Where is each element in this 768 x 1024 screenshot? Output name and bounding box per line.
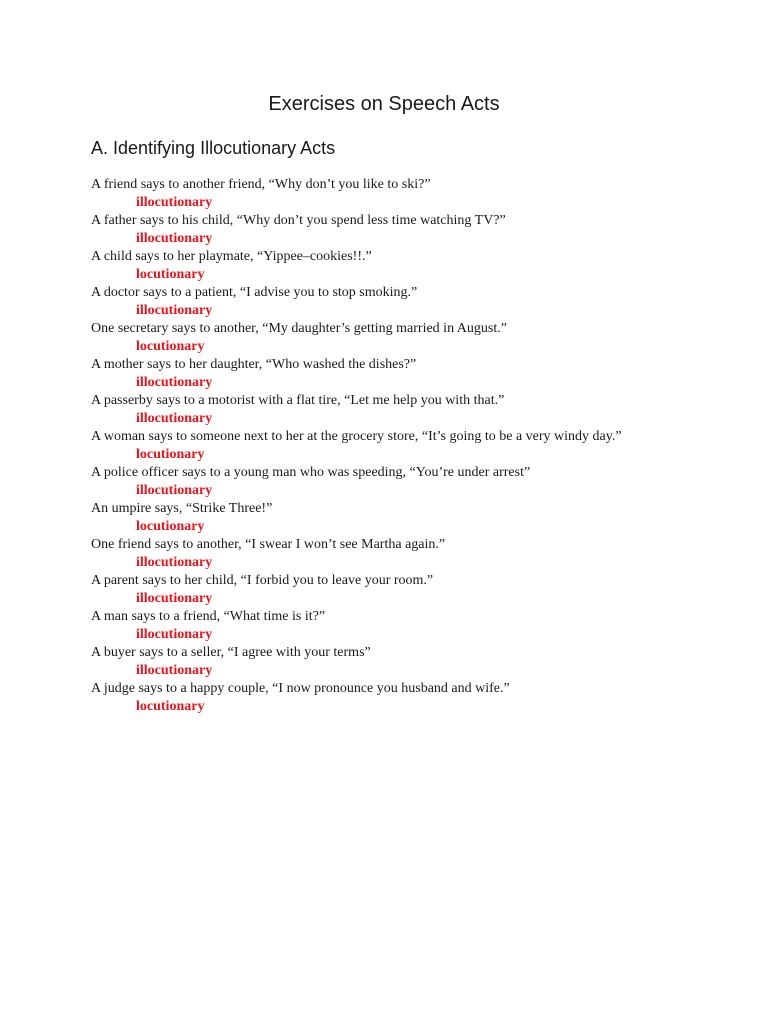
exercise-item: [91, 392, 731, 428]
exercise-prompt: A friend says to another friend, “Why don’t you like to ski?”: [91, 177, 431, 192]
exercise-item: [91, 608, 731, 644]
exercise-item: [91, 644, 731, 680]
section-heading: A. Identifying Illocutionary Acts: [91, 138, 336, 158]
exercise-prompt: A police officer says to a young man who was speeding, “You’re under arrest”: [91, 465, 531, 480]
exercise-prompt: A woman says to someone next to her at the grocery store, “It’s going to be a very windy day.”: [91, 429, 622, 444]
exercise-answer: locutionary: [136, 519, 205, 534]
exercise-answer: illocutionary: [136, 555, 213, 570]
exercise-prompt: A passerby says to a motorist with a flat tire, “Let me help you with that.”: [91, 393, 505, 408]
exercise-prompt: One friend says to another, “I swear I won’t see Martha again.”: [91, 537, 446, 552]
exercise-answer: locutionary: [136, 699, 205, 714]
exercise-answer: illocutionary: [136, 411, 213, 426]
exercise-answer: locutionary: [136, 447, 205, 462]
exercise-item: [91, 572, 731, 608]
exercise-prompt: A buyer says to a seller, “I agree with your terms”: [91, 645, 371, 660]
exercise-item: [91, 428, 731, 464]
exercise-prompt: An umpire says, “Strike Three!”: [91, 501, 273, 516]
exercise-item: [91, 464, 731, 500]
exercise-answer: illocutionary: [136, 303, 213, 318]
exercise-item: [91, 500, 731, 536]
exercise-prompt: A man says to a friend, “What time is it?”: [91, 609, 326, 624]
exercise-prompt: A mother says to her daughter, “Who washed the dishes?”: [91, 357, 417, 372]
exercise-item: [91, 356, 731, 392]
exercise-answer: locutionary: [136, 339, 205, 354]
exercise-prompt: A judge says to a happy couple, “I now pronounce you husband and wife.”: [91, 681, 510, 696]
exercise-answer: illocutionary: [136, 195, 213, 210]
exercise-item: [91, 212, 731, 248]
exercise-item: [91, 680, 731, 716]
exercise-item: [91, 248, 731, 284]
exercise-prompt: A doctor says to a patient, “I advise you to stop smoking.”: [91, 285, 418, 300]
exercise-prompt: A parent says to her child, “I forbid you to leave your room.”: [91, 573, 434, 588]
exercise-prompt: A child says to her playmate, “Yippee–cookies!!.”: [91, 249, 372, 264]
page-title: Exercises on Speech Acts: [268, 93, 500, 115]
exercise-item: [91, 536, 731, 572]
exercise-answer: illocutionary: [136, 375, 213, 390]
exercise-answer: illocutionary: [136, 591, 213, 606]
exercise-answer: illocutionary: [136, 483, 213, 498]
exercise-item: [91, 176, 731, 212]
exercise-answer: illocutionary: [136, 627, 213, 642]
exercise-prompt: A father says to his child, “Why don’t you spend less time watching TV?”: [91, 213, 506, 228]
exercise-answer: illocutionary: [136, 663, 213, 678]
exercise-list: [91, 176, 731, 716]
exercise-answer: illocutionary: [136, 231, 213, 246]
exercise-item: [91, 284, 731, 320]
exercise-item: [91, 320, 731, 356]
exercise-prompt: One secretary says to another, “My daughter’s getting married in August.”: [91, 321, 507, 336]
exercise-answer: locutionary: [136, 267, 205, 282]
